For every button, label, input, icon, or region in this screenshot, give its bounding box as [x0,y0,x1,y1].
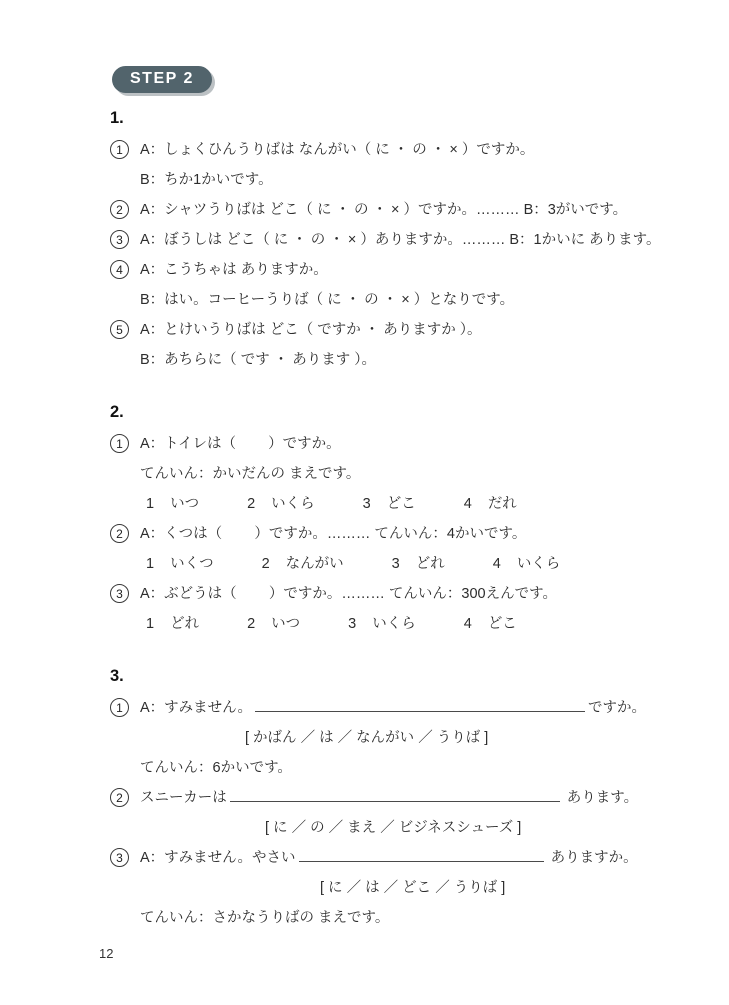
choice-number: 1 [146,496,155,512]
dialogue-line: A：しょくひんうりばは なんがい（ に ・ の ・ × ）ですか。 [140,142,535,158]
item-number [110,843,140,867]
choice-number: 3 [362,496,371,512]
fill-pre-text: スニーカーは [140,790,227,806]
question-line: A：ぶどうは（ ）ですか。……… てんいん：300えんです。 [140,586,557,602]
choice-row [140,609,684,639]
section-3 [110,665,684,933]
exercise-item-2-2 [110,519,684,579]
choice-option [348,609,416,639]
dialogue-line: B：はい。コーヒーうりば（ に ・ の ・ × ）となりです。 [140,292,515,308]
circled-number: 1 [110,698,129,717]
item-body [140,135,684,195]
item-number [110,519,140,543]
clerk-line: てんいん：さかなうりばの まえです。 [140,910,390,926]
choice-label: いくら [516,556,561,572]
choice-option [247,609,300,639]
section-1-heading: 1. [110,109,124,127]
circled-number: 2 [110,200,129,219]
item-number [110,579,140,603]
choice-label: いくつ [170,556,214,572]
clerk-line: てんいん：かいだんの まえです。 [140,466,361,482]
step-badge-label: STEP 2 [130,70,194,87]
circled-number: 1 [110,140,129,159]
item-body [140,783,684,843]
dialogue-line: A：ぼうしは どこ（ に ・ の ・ × ）ありますか。……… B：1かいに あります。 [140,232,661,248]
circled-number: 3 [110,848,129,867]
item-number [110,195,140,219]
question-line: A：くつは（ ）ですか。……… てんいん：4かいです。 [140,526,527,542]
choice-option [247,489,315,519]
step-badge [112,66,212,93]
item-body [140,315,684,375]
circled-number: 1 [110,434,129,453]
exercise-item-1-4 [110,255,684,315]
item-body [140,225,684,255]
clerk-line: てんいん：6かいです。 [140,760,292,776]
item-body [140,195,684,225]
choice-number: 1 [146,616,155,632]
choice-number: 2 [247,496,256,512]
choice-number: 4 [492,556,501,572]
item-number [110,135,140,159]
question-line: A：トイレは（ ）ですか。 [140,436,341,452]
choice-option [464,609,517,639]
choice-option [363,489,416,519]
choice-number: 3 [391,556,400,572]
exercise-item-1-1 [110,135,684,195]
item-number [110,225,140,249]
fill-in-line [140,783,684,813]
dialogue-line: B：あちらに（ です ・ あります ）。 [140,352,377,368]
choice-label: どこ [386,496,416,512]
exercise-item-3-2 [110,783,684,843]
choice-label: どこ [487,616,517,632]
item-body [140,693,684,783]
fill-pre-text: A：すみません。やさい [140,850,296,866]
fill-post-text: ですか。 [588,700,647,716]
page-number: 12 [99,946,114,961]
choice-label: いくら [372,616,416,632]
choice-label: いつ [271,616,301,632]
section-2-heading: 2. [110,403,124,421]
word-bank: [ に ／ の ／ まえ ／ ビジネスシューズ ] [265,820,522,836]
item-body [140,579,684,639]
fill-post-text: あります。 [562,790,639,806]
choice-label: どれ [170,616,200,632]
item-number [110,429,140,453]
dialogue-line: A：こうちゃは ありますか。 [140,262,328,278]
circled-number: 3 [110,584,129,603]
item-number [110,315,140,339]
answer-blank [255,698,585,712]
dialogue-line: B：ちか1かいです。 [140,172,273,188]
choice-number: 3 [348,616,357,632]
exercise-item-2-1 [110,429,684,519]
item-body [140,255,684,315]
fill-in-line [140,843,684,873]
fill-pre-text: A：すみません。 [140,700,253,716]
section-3-heading: 3. [110,667,124,685]
item-number [110,693,140,717]
choice-option [493,549,561,579]
choice-option [146,549,214,579]
section-2 [110,401,684,639]
exercise-item-1-5 [110,315,684,375]
circled-number: 4 [110,260,129,279]
exercise-item-1-3 [110,225,684,255]
item-body [140,429,684,519]
choice-option [262,549,344,579]
choice-label: だれ [487,496,517,512]
fill-in-line [140,693,684,723]
word-bank: [ に ／ は ／ どこ ／ うりば ] [320,880,506,896]
exercise-item-3-3 [110,843,684,933]
exercise-item-2-3 [110,579,684,639]
circled-number: 5 [110,320,129,339]
choice-number: 4 [463,616,472,632]
choice-number: 1 [146,556,155,572]
item-number [110,255,140,279]
exercise-item-3-1 [110,693,684,783]
choice-option [146,609,199,639]
choice-number: 2 [261,556,270,572]
dialogue-line: A：とけいうりばは どこ（ ですか ・ ありますか ）。 [140,322,482,338]
circled-number: 3 [110,230,129,249]
choice-option [464,489,517,519]
choice-row [140,489,684,519]
item-body [140,519,684,579]
choice-option [392,549,445,579]
choice-row [140,549,684,579]
circled-number: 2 [110,524,129,543]
choice-label: どれ [415,556,445,572]
choice-label: なんがい [285,556,344,572]
answer-blank [230,788,560,802]
dialogue-line: A：シャツうりばは どこ（ に ・ の ・ × ）ですか。……… B：3がいです。 [140,202,628,218]
word-bank: [ かばん ／ は ／ なんがい ／ うりば ] [245,730,489,746]
circled-number: 2 [110,788,129,807]
choice-label: いつ [170,496,200,512]
choice-option [146,489,199,519]
answer-blank [299,848,544,862]
fill-post-text: ありますか。 [546,850,638,866]
choice-number: 2 [247,616,256,632]
choice-number: 4 [463,496,472,512]
exercise-item-1-2 [110,195,684,225]
choice-label: いくら [271,496,315,512]
item-number [110,783,140,807]
section-1 [110,107,684,375]
item-body [140,843,684,933]
